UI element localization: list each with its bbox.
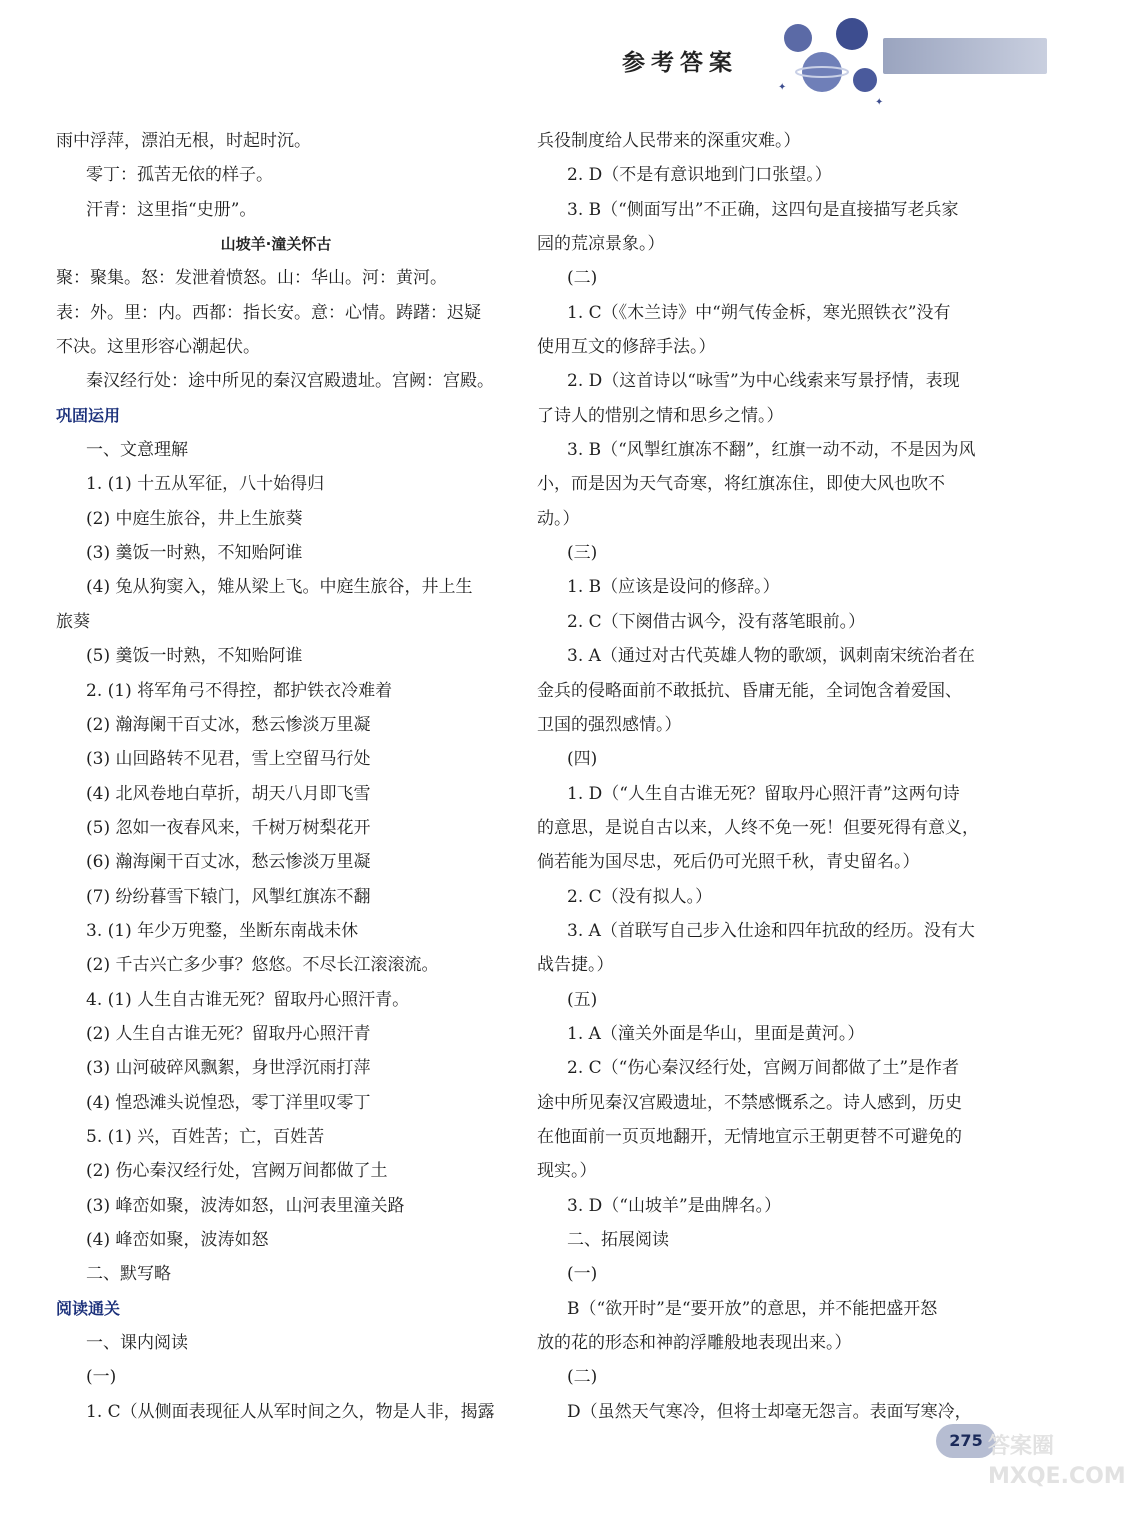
- text-line: 金兵的侵略面前不敢抵抗、昏庸无能，全词饱含着爱国、: [537, 680, 962, 701]
- subtitle: 山坡羊·潼关怀古: [220, 235, 332, 254]
- right-column: [537, 124, 977, 1429]
- text-line: 1. A（潼关外面是华山，里面是黄河。）: [567, 1023, 865, 1044]
- text-line: 1. C（从侧面表现征人从军时间之久，物是人非，揭露: [86, 1401, 495, 1422]
- text-line: 2. C（下阕借古讽今，没有落笔眼前。）: [567, 611, 866, 632]
- text-line: 现实。）: [537, 1161, 597, 1182]
- text-line: (4) 兔从狗窦入，雉从梁上飞。中庭生旅谷，井上生: [86, 577, 473, 598]
- text-line: 旅葵: [56, 611, 90, 632]
- header-band: [883, 38, 1047, 74]
- planet-decoration-icon: [770, 10, 890, 110]
- text-line: (4) 峰峦如聚，波涛如怒: [86, 1230, 269, 1250]
- svg-text:✦: ✦: [778, 82, 787, 93]
- text-line: 3. A（通过对古代英雄人物的歌颂，讽刺南宋统治者在: [567, 646, 975, 667]
- text-line: (二): [567, 268, 598, 289]
- text-line: 在他面前一页页地翻开，无情地宣示王朝更替不可避免的: [537, 1126, 962, 1147]
- text-line: 1. C（《木兰诗》中“朔气传金柝，寒光照铁衣”没有: [567, 302, 951, 323]
- text-line: (3) 山回路转不见君，雪上空留马行处: [86, 749, 371, 770]
- text-line: (2) 瀚海阑干百丈冰，愁云惨淡万里凝: [86, 714, 371, 735]
- text-line: 了诗人的惜别之情和思乡之情。）: [537, 405, 784, 426]
- text-line: (5) 羹饭一时熟，不知贻阿谁: [86, 646, 303, 667]
- text-line: 二、默写略: [86, 1264, 171, 1285]
- page-title: 参考答案: [622, 49, 738, 76]
- text-line: 2. D（不是有意识地到门口张望。）: [567, 165, 832, 186]
- text-line: 聚：聚集。怒：发泄着愤怒。山：华山。河：黄河。: [56, 268, 447, 289]
- section-heading: 阅读通关: [56, 1298, 121, 1318]
- text-line: (一): [86, 1367, 117, 1388]
- text-line: 战告捷。）: [537, 955, 614, 976]
- text-line: (五): [567, 989, 598, 1010]
- text-line: 卫国的强烈感情。）: [537, 714, 682, 735]
- text-line: (2) 人生自古谁无死？留取丹心照汗青: [86, 1023, 371, 1044]
- text-line: (三): [567, 543, 598, 564]
- text-line: (2) 中庭生旅谷，井上生旅葵: [86, 508, 303, 529]
- page-number: 275: [936, 1424, 996, 1458]
- text-line: 2. C（没有拟人。）: [567, 886, 713, 907]
- text-line: (2) 千古兴亡多少事？悠悠。不尽长江滚滚流。: [86, 955, 439, 976]
- text-line: (4) 北风卷地白草折，胡天八月即飞雪: [86, 783, 371, 804]
- text-line: 动。）: [537, 508, 580, 529]
- left-column: [56, 124, 496, 1429]
- text-line: (6) 瀚海阑干百丈冰，愁云惨淡万里凝: [86, 852, 371, 873]
- text-line: (一): [567, 1264, 598, 1285]
- text-line: 3. (1) 年少万兜鍪，坐断东南战未休: [86, 920, 359, 941]
- text-line: 3. B（“侧面写出”不正确，这四句是直接描写老兵家: [567, 199, 959, 220]
- text-line: 途中所见秦汉宫殿遗址，不禁感慨系之。诗人感到，历史: [537, 1092, 962, 1113]
- svg-text:✦: ✦: [875, 97, 884, 108]
- text-line: (3) 山河破碎风飘絮，身世浮沉雨打萍: [86, 1058, 371, 1079]
- text-line: 二、拓展阅读: [567, 1230, 669, 1250]
- text-line: 2. C（“伤心秦汉经行处，宫阙万间都做了土”是作者: [567, 1058, 960, 1079]
- text-line: 4. (1) 人生自古谁无死？留取丹心照汗青。: [86, 989, 410, 1010]
- text-line: 汗青：这里指“史册”。: [86, 199, 257, 220]
- watermark-logo: 答案圈 MXQE.COM: [988, 1434, 1126, 1489]
- text-line: 放的花的形态和神韵浮雕般地表现出来。）: [537, 1333, 852, 1354]
- text-line: 2. (1) 将军角弓不得控，都护铁衣冷难着: [86, 680, 393, 701]
- text-line: 园的荒凉景象。）: [537, 234, 665, 255]
- text-line: (7) 纷纷暮雪下辕门，风掣红旗冻不翻: [86, 886, 371, 907]
- text-line: (四): [567, 749, 598, 770]
- text-line: (5) 忽如一夜春风来，千树万树梨花开: [86, 817, 371, 838]
- text-line: 3. B（“风掣红旗冻不翻”，红旗一动不动，不是因为风: [567, 440, 976, 461]
- text-line: 一、课内阅读: [86, 1333, 188, 1354]
- text-line: 2. D（这首诗以“咏雪”为中心线索来写景抒情，表现: [567, 371, 960, 392]
- text-line: B（“欲开时”是“要开放”的意思，并不能把盛开怒: [567, 1298, 938, 1319]
- text-line: 一、文意理解: [86, 440, 188, 461]
- text-line: 使用互文的修辞手法。）: [537, 337, 716, 358]
- text-line: 的意思，是说自古以来，人终不免一死！但要死得有意义，: [537, 817, 979, 838]
- text-line: 秦汉经行处：途中所见的秦汉宫殿遗址。宫阙：宫殿。: [86, 371, 494, 392]
- text-line: (2) 伤心秦汉经行处，宫阙万间都做了土: [86, 1161, 388, 1182]
- text-line: 1. (1) 十五从军征，八十始得归: [86, 474, 325, 495]
- section-heading: 巩固运用: [56, 405, 121, 425]
- text-line: 不决。这里形容心潮起伏。: [56, 337, 260, 358]
- text-line: 倘若能为国尽忠，死后仍可光照千秋，青史留名。）: [537, 852, 920, 873]
- text-line: (3) 峰峦如聚，波涛如怒，山河表里潼关路: [86, 1195, 405, 1216]
- text-line: 表：外。里：内。西都：指长安。意：心情。踌躇：迟疑: [56, 302, 481, 323]
- text-line: D（虽然天气寒冷，但将士却毫无怨言。表面写寒冷，: [567, 1401, 972, 1422]
- text-line: 1. D（“人生自古谁无死？留取丹心照汗青”这两句诗: [567, 783, 960, 804]
- text-line: 小，而是因为天气奇寒，将红旗冻住，即使大风也吹不: [537, 474, 945, 495]
- text-line: (3) 羹饭一时熟，不知贻阿谁: [86, 543, 303, 564]
- text-line: 兵役制度给人民带来的深重灾难。）: [537, 131, 801, 151]
- text-line: (二): [567, 1367, 598, 1388]
- text-line: 5. (1) 兴，百姓苦；亡，百姓苦: [86, 1126, 325, 1147]
- text-line: 3. A（首联写自己步入仕途和四年抗敌的经历。没有大: [567, 920, 975, 941]
- text-line: 零丁：孤苦无依的样子。: [86, 165, 273, 186]
- text-line: 1. B（应该是设问的修辞。）: [567, 577, 780, 598]
- text-line: 3. D（“山坡羊”是曲牌名。）: [567, 1195, 782, 1216]
- text-line: (4) 惶恐滩头说惶恐，零丁洋里叹零丁: [86, 1092, 371, 1113]
- text-line: 雨中浮萍，漂泊无根，时起时沉。: [56, 131, 311, 151]
